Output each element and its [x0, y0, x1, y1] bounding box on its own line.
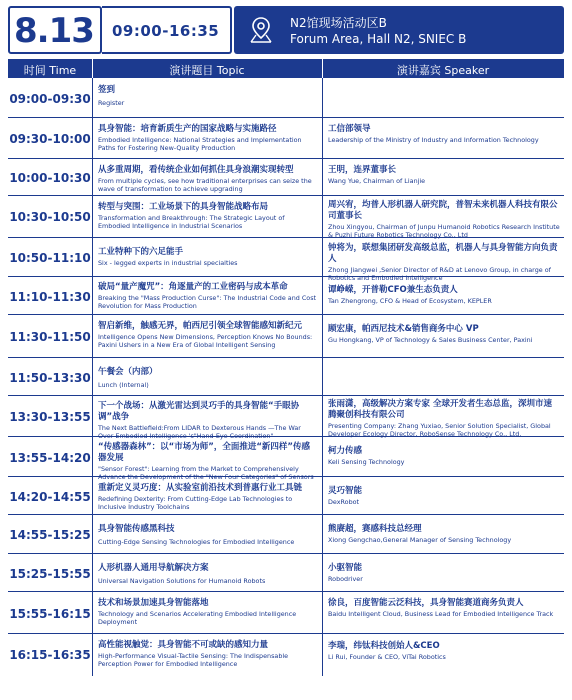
- session-topic: [98, 524, 318, 546]
- session-speaker: [328, 598, 560, 618]
- session-time: 10:00-10:30: [9, 171, 91, 185]
- session-time: 09:30-10:00: [9, 132, 91, 146]
- session-topic: [98, 202, 318, 230]
- speaker-cn: 柯力传感: [328, 446, 363, 456]
- speaker-cn: 熊赓超，赛感科技总经理: [328, 524, 422, 534]
- topic-en: Intelligence Opens New Dimensions, Perception Knows No Bounds: Paxini Ushers in a New Era of Global Intelligent Sensing: [98, 333, 313, 349]
- venue-box: [234, 6, 564, 54]
- session-speaker: [328, 563, 560, 583]
- table-row: [8, 238, 564, 282]
- topic-cn: 从多重周期，看传统企业如何抓住具身浪潮实现转型: [98, 165, 294, 175]
- topic-cn: 人形机器人通用导航解决方案: [98, 563, 209, 573]
- table-row: [8, 634, 564, 676]
- table-row: [8, 196, 564, 238]
- session-topic: [98, 442, 318, 481]
- session-time: 11:30-11:50: [9, 330, 91, 344]
- topic-en: Transformation and Breakthrough: The Strategic Layout of Embodied Intelligence in Industrial Scenarios: [98, 214, 285, 230]
- table-row: [8, 477, 564, 515]
- session-time: 15:55-16:15: [9, 607, 91, 621]
- speaker-cn: 李瑞，纬钛科技创始人&CEO: [328, 641, 440, 651]
- session-topic: [98, 165, 318, 193]
- speaker-cn: 张雨潇，高级解决方案专家 全球开发者生态总监，深圳市速腾聚创科技有限公司: [328, 399, 552, 420]
- topic-cn: 午餐会（内部）: [98, 367, 158, 377]
- event-date: 8.13: [14, 11, 94, 51]
- speaker-cn: 王明，连界董事长: [328, 165, 397, 175]
- topic-en: Breaking the "Mass Production Curse": The Industrial Code and Cost Revolution for Mass Production: [98, 294, 317, 310]
- topic-en: Six - legged experts in industrial specialties: [98, 259, 238, 267]
- table-header: [8, 59, 564, 78]
- session-time: 15:25-15:55: [9, 567, 91, 581]
- session-topic: [98, 401, 318, 440]
- table-row: [8, 78, 564, 118]
- speaker-cn: 工信部领导: [328, 124, 371, 134]
- session-time: 14:55-15:25: [9, 528, 91, 542]
- topic-cn: 下一个战场：从激光雷达到灵巧手的具身智能“手眼协调”战争: [98, 401, 300, 422]
- session-speaker: [328, 165, 560, 185]
- table-row: [8, 277, 564, 315]
- event-time-range: 09:00-16:35: [112, 22, 220, 40]
- page-header: [0, 0, 572, 58]
- topic-en: Technology and Scenarios Accelerating Embodied Intelligence Deployment: [98, 610, 297, 626]
- column-header-topic: 演讲题目 Topic: [169, 64, 245, 77]
- session-topic: [98, 598, 318, 626]
- topic-en: Register: [98, 99, 125, 107]
- session-topic: [98, 367, 318, 389]
- topic-cn: 智启新维，触感无界，帕西尼引领全球智能感知新纪元: [98, 321, 303, 331]
- table-row: [8, 159, 564, 196]
- session-speaker: [328, 85, 560, 86]
- session-time: 16:15-16:35: [9, 648, 91, 662]
- session-time: 11:10-11:30: [9, 290, 91, 304]
- session-speaker: [328, 367, 560, 368]
- table-row: [8, 554, 564, 592]
- table-row: [8, 315, 564, 358]
- topic-cn: 高性能视触觉：具身智能不可或缺的感知力量: [98, 640, 269, 650]
- session-topic: [98, 247, 318, 267]
- topic-cn: 转型与突围：工业场景下的具身智能战略布局: [98, 202, 269, 212]
- speaker-en: Keli Sensing Technology: [328, 458, 405, 466]
- topic-en: "Sensor Forest": Learning from the Market to Comprehensively Advance the Development of the "New Four Categories" of Sensors: [98, 465, 314, 481]
- topic-en: Lunch (Internal): [98, 381, 149, 389]
- speaker-en: Baidu Intelligent Cloud, Business Lead for Embodied Intelligence Track: [328, 610, 554, 618]
- topic-en: Cutting-Edge Sensing Technologies for Embodied Intelligence: [98, 538, 295, 546]
- topic-en: Universal Navigation Solutions for Humanoid Robots: [98, 577, 266, 585]
- topic-cn: 具身智能：培育新质生产的国家战略与实施路径: [98, 124, 277, 134]
- session-time: 13:30-13:55: [9, 410, 91, 424]
- session-time: 11:50-13:30: [9, 371, 91, 385]
- table-row: [8, 437, 564, 481]
- speaker-en: DexRobot: [328, 498, 360, 506]
- topic-en: Redefining Dexterity: From Cutting-Edge Lab Technologies to Inclusive Industry Toolchains: [98, 495, 293, 511]
- session-time: 14:20-14:55: [9, 490, 91, 504]
- session-time: 13:55-14:20: [9, 451, 91, 465]
- speaker-en: Gu Hongkang, VP of Technology & Sales Business Center, Paxini: [328, 336, 533, 344]
- speaker-en: Zhong Jiangwei ,Senior Director of R&D at Lenovo Group, in charge of Robotics and Embodied Intelligence: [328, 266, 551, 282]
- speaker-en: Zhou Xingyou, Chairman of Junpu Humanoid Robotics Research Institute & Puzhi Future Robotics Technology Co., Ltd: [328, 223, 560, 239]
- schedule-table: [8, 78, 564, 676]
- session-topic: [98, 321, 318, 349]
- speaker-en: Presenting Company: Zhang Yuxiao, Senior Solution Specialist, Global Developer Ecology Director, RoboSense Technology Co., Ltd.: [328, 422, 551, 438]
- session-topic: [98, 483, 318, 511]
- topic-cn: 破局“量产魔咒”：角逐量产的工业密码与成本革命: [98, 282, 288, 292]
- speaker-cn: 灵巧智能: [328, 486, 363, 496]
- session-speaker: [328, 399, 560, 438]
- speaker-en: Robodriver: [328, 575, 363, 583]
- table-row: [8, 118, 564, 159]
- table-row: [8, 396, 564, 440]
- speaker-cn: 谭峥嵘，开普勒CFO兼生态负责人: [328, 285, 458, 295]
- table-row: [8, 515, 564, 554]
- speaker-cn: 小驱智能: [328, 563, 363, 573]
- session-speaker: [328, 641, 560, 661]
- session-topic: [98, 124, 318, 152]
- speaker-en: Tan Zhengrong, CFO & Head of Ecosystem, KEPLER: [328, 297, 492, 305]
- speaker-en: Li Rui, Founder & CEO, ViTai Robotics: [328, 653, 446, 661]
- date-box: [8, 6, 102, 54]
- session-speaker: [328, 200, 560, 239]
- topic-cn: “传感器森林”：以“市场为师”，全面推进“新四样”传感器发展: [98, 442, 311, 463]
- topic-cn: 技术和场景加速具身智能落地: [98, 598, 209, 608]
- topic-cn: 工业特种下的六足能手: [98, 247, 184, 257]
- table-row: [8, 358, 564, 396]
- session-topic: [98, 640, 318, 668]
- session-speaker: [328, 324, 560, 344]
- session-time: 10:50-11:10: [9, 251, 91, 265]
- topic-en: Embodied Intelligence: National Strategies and Implementation Paths for Fostering New-Quality Production: [98, 136, 302, 152]
- session-speaker: [328, 124, 560, 144]
- venue-name-cn: N2馆现场活动区B: [290, 16, 387, 30]
- speaker-cn: 钟将为，联想集团研发高级总监，机器人与具身智能方向负责人: [328, 243, 558, 264]
- topic-cn: 具身智能传感黑科技: [98, 524, 175, 534]
- map-pin-icon: [248, 16, 274, 44]
- session-speaker: [328, 446, 560, 466]
- session-speaker: [328, 524, 560, 544]
- session-topic: [98, 85, 318, 107]
- session-speaker: [328, 285, 560, 305]
- topic-en: The Next Battlefield:From LIDAR to Dexterous Hands —The War Over Embodied Intelligence 's"Hand-Eye Coordination": [98, 424, 301, 440]
- session-speaker: [328, 486, 560, 506]
- speaker-cn: 徐良，百度智能云泛科技，具身智能赛道商务负责人: [328, 598, 524, 608]
- session-topic: [98, 563, 318, 585]
- venue-name-en: Forum Area, Hall N2, SNIEC B: [290, 32, 467, 46]
- speaker-cn: 顾宏康，帕西尼技术&销售商务中心 VP: [328, 324, 479, 334]
- topic-cn: 签到: [98, 85, 116, 95]
- session-time: 09:00-09:30: [9, 92, 91, 106]
- table-row: [8, 592, 564, 634]
- speaker-en: Wang Yue, Chairman of Lianjie: [328, 177, 426, 185]
- topic-en: From multiple cycles, see how traditional enterprises can seize the wave of transformation to achieve upgrading: [98, 177, 312, 193]
- speaker-en: Leadership of the Ministry of Industry and Information Technology: [328, 136, 539, 144]
- topic-cn: 重新定义灵巧度：从实验室前沿技术到普惠行业工具链: [98, 483, 303, 493]
- speaker-en: Xiong Gengchao,General Manager of Sensing Technology: [328, 536, 512, 544]
- column-header-speaker: 演讲嘉宾 Speaker: [396, 64, 490, 77]
- column-header-time: 时间 Time: [23, 64, 77, 77]
- session-topic: [98, 282, 318, 310]
- topic-en: High-Performance Visual-Tactile Sensing: The Indispensable Perception Power for Embodied Intelligence: [98, 652, 289, 668]
- session-time: 10:30-10:50: [9, 210, 91, 224]
- time-range-box: [102, 6, 232, 54]
- speaker-cn: 周兴宥，均普人形机器人研究院，普智未来机器人科技有限公司董事长: [328, 200, 558, 221]
